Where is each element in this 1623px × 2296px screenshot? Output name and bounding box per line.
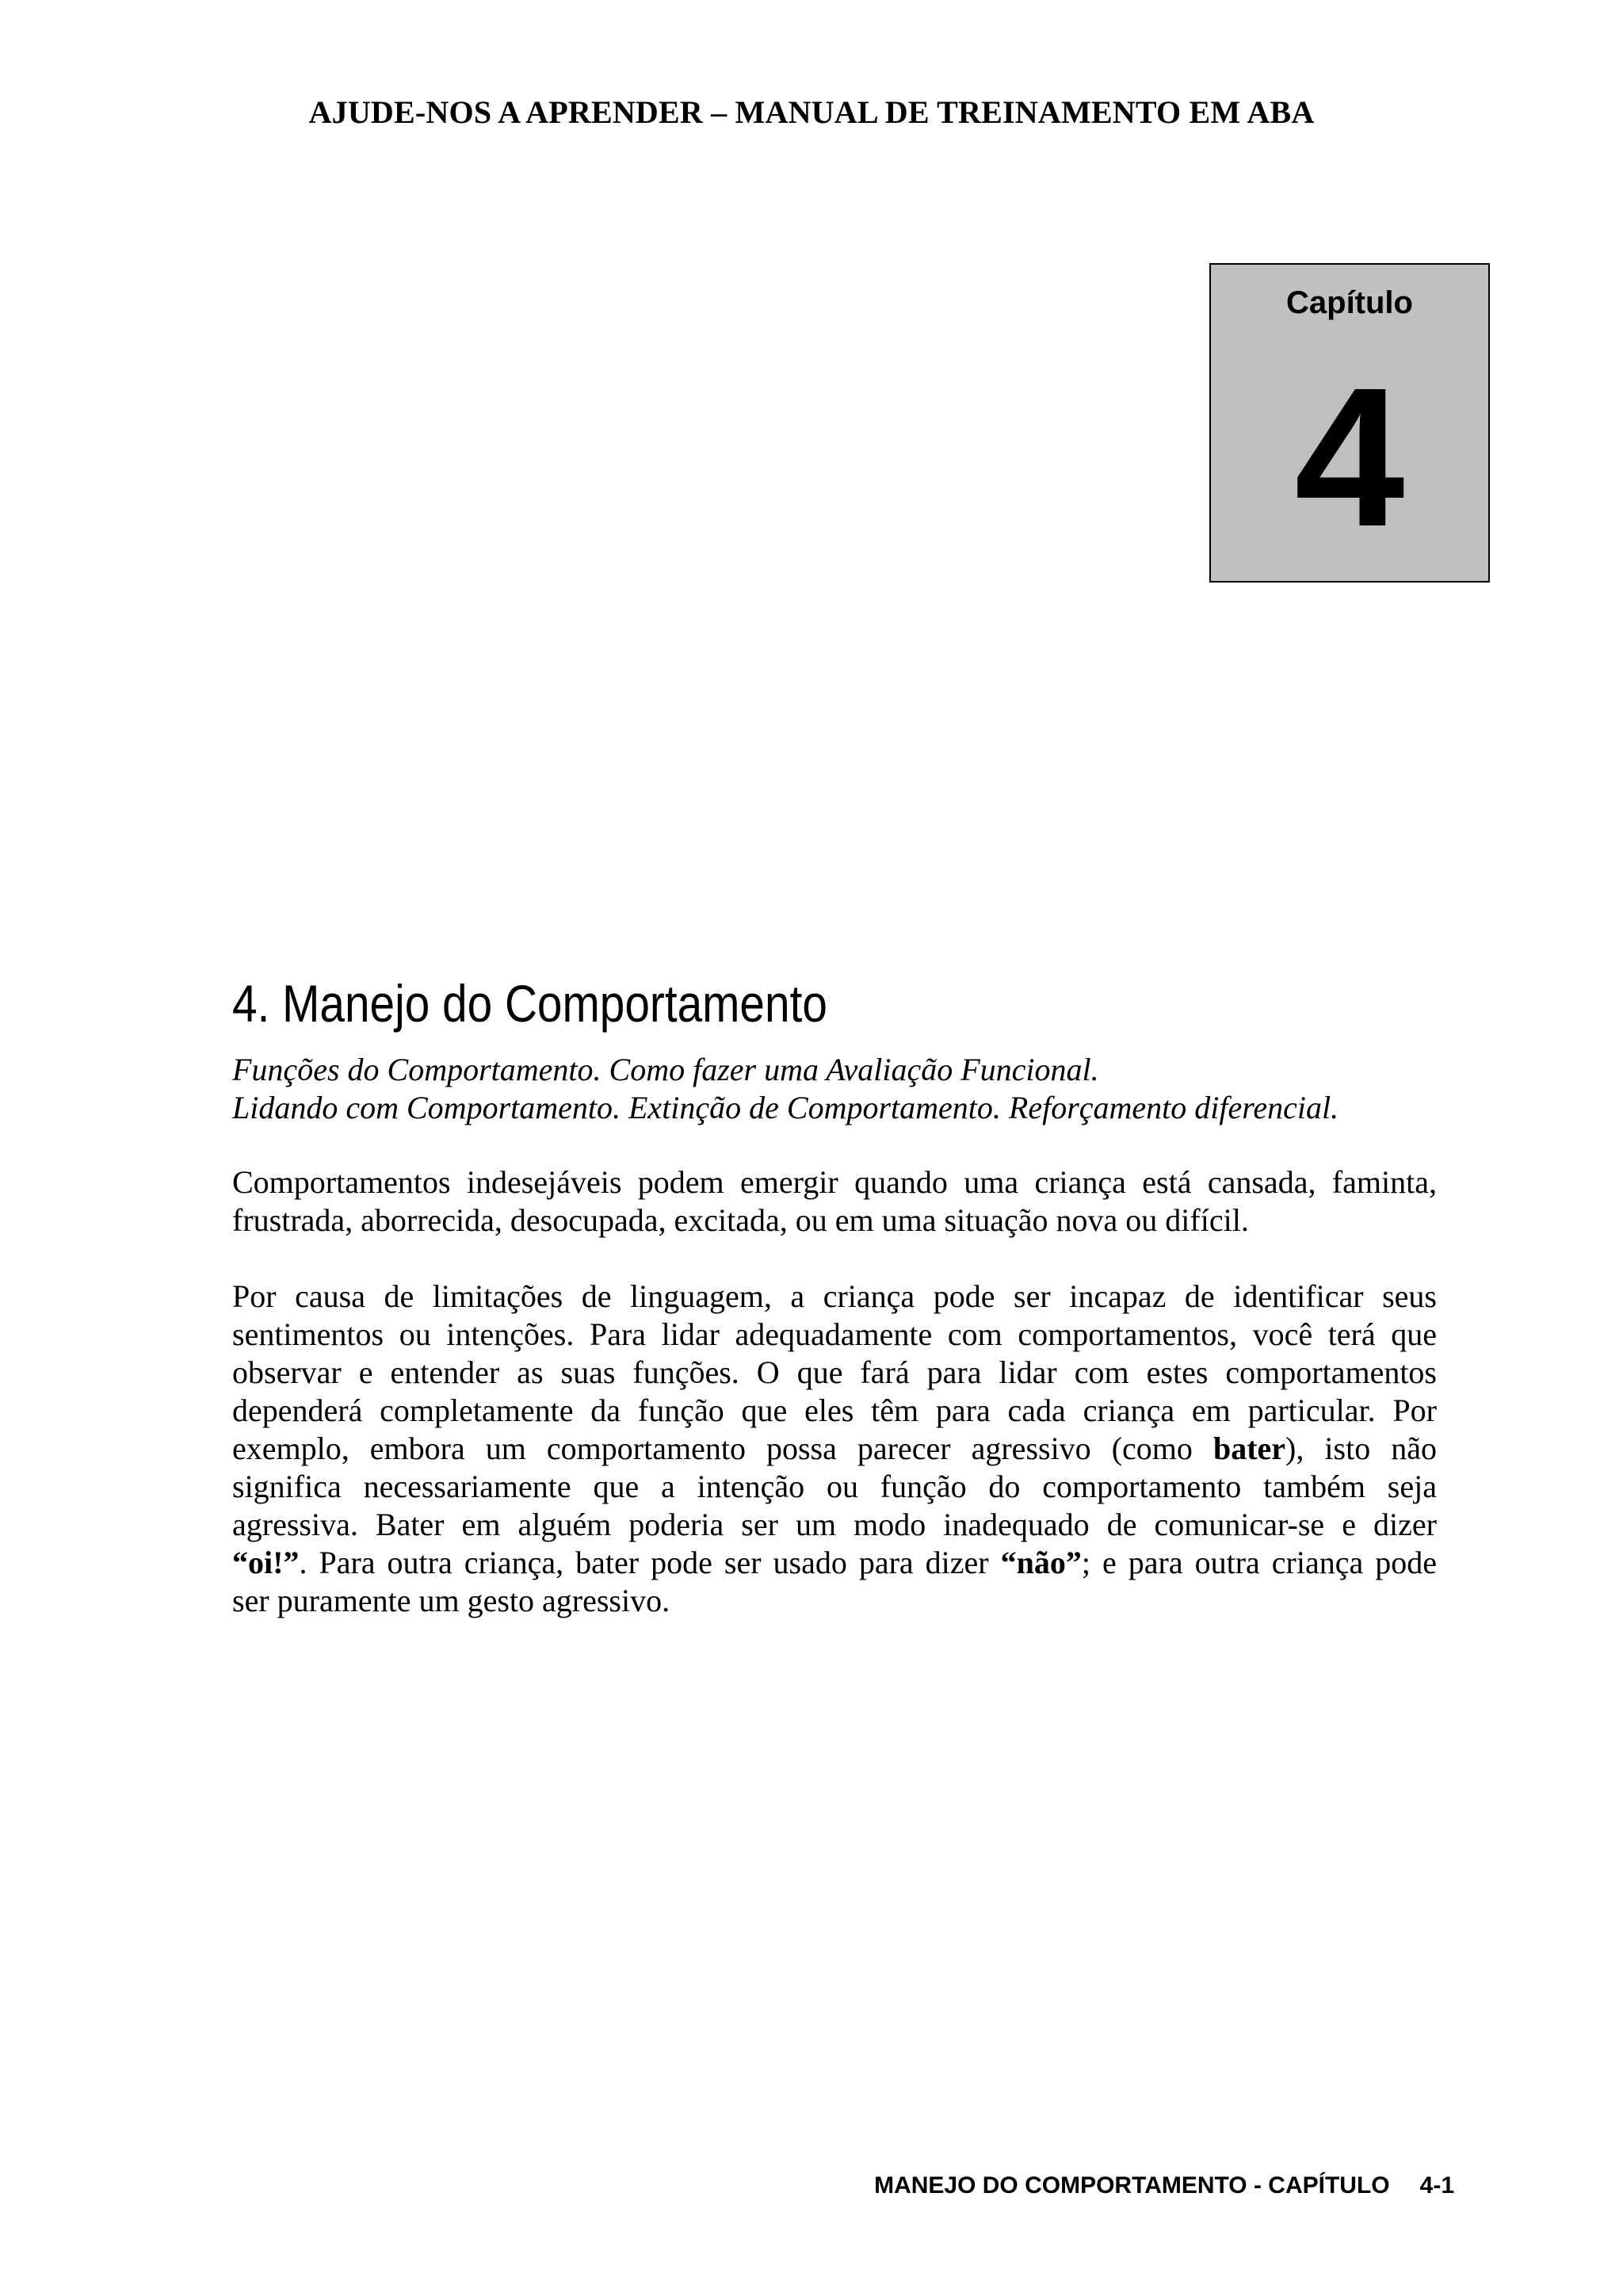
paragraph-2-line-5 bbox=[232, 1430, 1437, 1468]
paragraph-2-line-6: significa necessariamente que a intenção ou função do comportamento também seja bbox=[232, 1469, 1437, 1504]
running-header: AJUDE-NOS A APRENDER – MANUAL DE TREINAMENTO EM ABA bbox=[308, 94, 1315, 130]
line-8-text-b: ; e para outra criança pode bbox=[1081, 1545, 1438, 1580]
footer-page-number: 4-1 bbox=[1419, 2172, 1454, 2199]
line-5-text-b: ), isto não bbox=[1285, 1431, 1437, 1466]
footer-section-label: MANEJO DO COMPORTAMENTO - CAPÍTULO bbox=[874, 2172, 1390, 2199]
chapter-box bbox=[1209, 263, 1490, 583]
paragraph-1-line-2: frustrada, aborrecida, desocupada, excitada, ou em uma situação nova ou difícil. bbox=[232, 1202, 1249, 1238]
paragraph-1 bbox=[232, 1163, 1437, 1240]
paragraph-2-line-8 bbox=[232, 1544, 1437, 1582]
chapter-number: 4 bbox=[1294, 346, 1405, 567]
chapter-title: 4. Manejo do Comportamento bbox=[232, 974, 827, 1033]
paragraph-2-line-9: ser puramente um gesto agressivo. bbox=[232, 1583, 670, 1618]
bold-word-nao: “não” bbox=[1000, 1545, 1082, 1580]
paragraph-2-line-7: agressiva. Bater em alguém poderia ser um modo inadequado de comunicar-se e dizer bbox=[232, 1507, 1437, 1542]
running-footer bbox=[792, 2172, 1454, 2199]
chapter-subtitle-line-2: Lidando com Comportamento. Extinção de Comportamento. Reforçamento diferencial. bbox=[232, 1090, 1339, 1125]
line-5-text-a: exemplo, embora um comportamento possa parecer agressivo (como bbox=[232, 1431, 1213, 1466]
paragraph-2-line-4: dependerá completamente da função que eles têm para cada criança em particular. Por bbox=[232, 1392, 1437, 1428]
line-8-text-a: . Para outra criança, bater pode ser usado para dizer bbox=[299, 1545, 1001, 1580]
paragraph-2-line-3: observar e entender as suas funções. O que fará para lidar com estes comportamentos bbox=[232, 1354, 1437, 1390]
paragraph-1-line-1: Comportamentos indesejáveis podem emergir quando uma criança está cansada, faminta, bbox=[232, 1164, 1437, 1200]
bold-word-oi: “oi!” bbox=[232, 1545, 300, 1580]
paragraph-2 bbox=[232, 1278, 1437, 1620]
chapter-subtitle-line-1: Funções do Comportamento. Como fazer uma Avaliação Funcional. bbox=[232, 1052, 1099, 1087]
chapter-label: Capítulo bbox=[1286, 285, 1413, 320]
bold-word-bater: bater bbox=[1212, 1431, 1286, 1466]
paragraph-2-line-1: Por causa de limitações de linguagem, a criança pode ser incapaz de identificar seus bbox=[232, 1278, 1437, 1314]
paragraph-2-line-2: sentimentos ou intenções. Para lidar adequadamente com comportamentos, você terá que bbox=[232, 1316, 1437, 1352]
